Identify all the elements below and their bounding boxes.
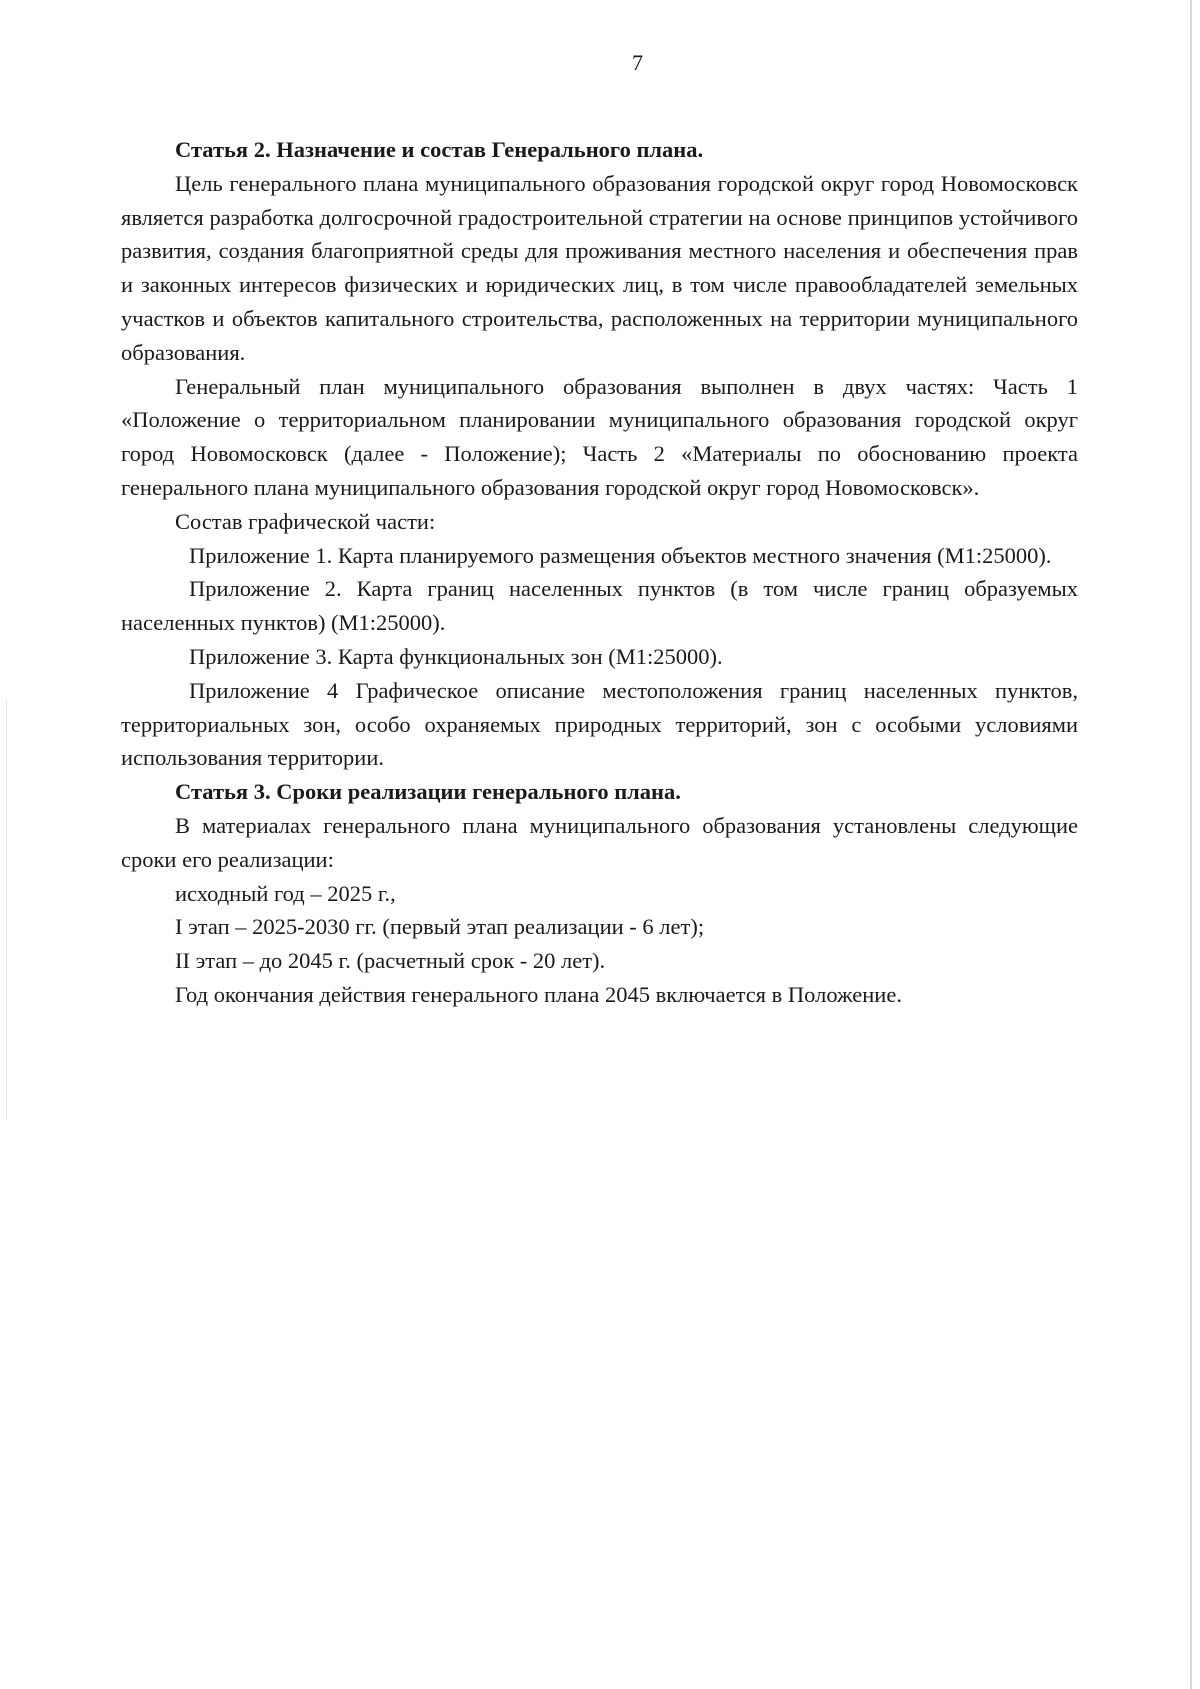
appendix-4: Приложение 4 Графическое описание местоположения границ населенных пунктов, территориальных зон, особо охраняемых природных территорий, зон с особыми условиями использования территории. <box>121 677 1078 771</box>
stage-2-line: II этап – до 2045 г. (расчетный срок - 20 лет). <box>175 948 606 974</box>
article-3-heading: Статья 3. Сроки реализации генерального плана. <box>175 779 681 805</box>
graphic-part-intro: Состав графической части: <box>175 508 436 534</box>
scan-edge-right <box>1190 0 1192 1689</box>
appendix-1: Приложение 1. Карта планируемого размещения объектов местного значения (М1:25000). <box>189 542 1052 568</box>
page-number: 7 <box>632 50 643 75</box>
stage-1-line: I этап – 2025-2030 гг. (первый этап реализации - 6 лет); <box>175 914 705 940</box>
article-2-paragraph-1: Цель генерального плана муниципального образования городской округ город Новомосковск является разработка долгосрочной градостроительной стратегии на основе принципов устойчивого развития, создания благоприятной среды для проживания местного населения и обеспечения прав и законных интересов физических и юридических лиц, в том числе правообладателей земельных участков и объектов капитального строительства, расположенных на территории муниципального образования. <box>121 170 1078 365</box>
document-body <box>121 133 1078 1012</box>
article-3-paragraph-1: В материалах генерального плана муниципального образования установлены следующие сроки его реализации: <box>121 812 1078 872</box>
article-2-paragraph-2: Генеральный план муниципального образования выполнен в двух частях: Часть 1 «Положение о территориальном планировании муниципального образования городской округ город Новомосковск (далее - Положение); Часть 2 «Материалы по обоснованию проекта генерального плана муниципального образования городской округ город Новомосковск». <box>121 373 1078 500</box>
scan-edge-left <box>6 700 7 1120</box>
end-year-line: Год окончания действия генерального плана 2045 включается в Положение. <box>175 981 902 1007</box>
appendix-3: Приложение 3. Карта функциональных зон (М1:25000). <box>189 643 723 669</box>
appendix-2: Приложение 2. Карта границ населенных пунктов (в том числе границ образуемых населенных пунктов) (М1:25000). <box>121 576 1078 636</box>
article-2-heading: Статья 2. Назначение и состав Генерального плана. <box>175 137 704 162</box>
base-year-line: исходный год – 2025 г., <box>175 880 396 906</box>
